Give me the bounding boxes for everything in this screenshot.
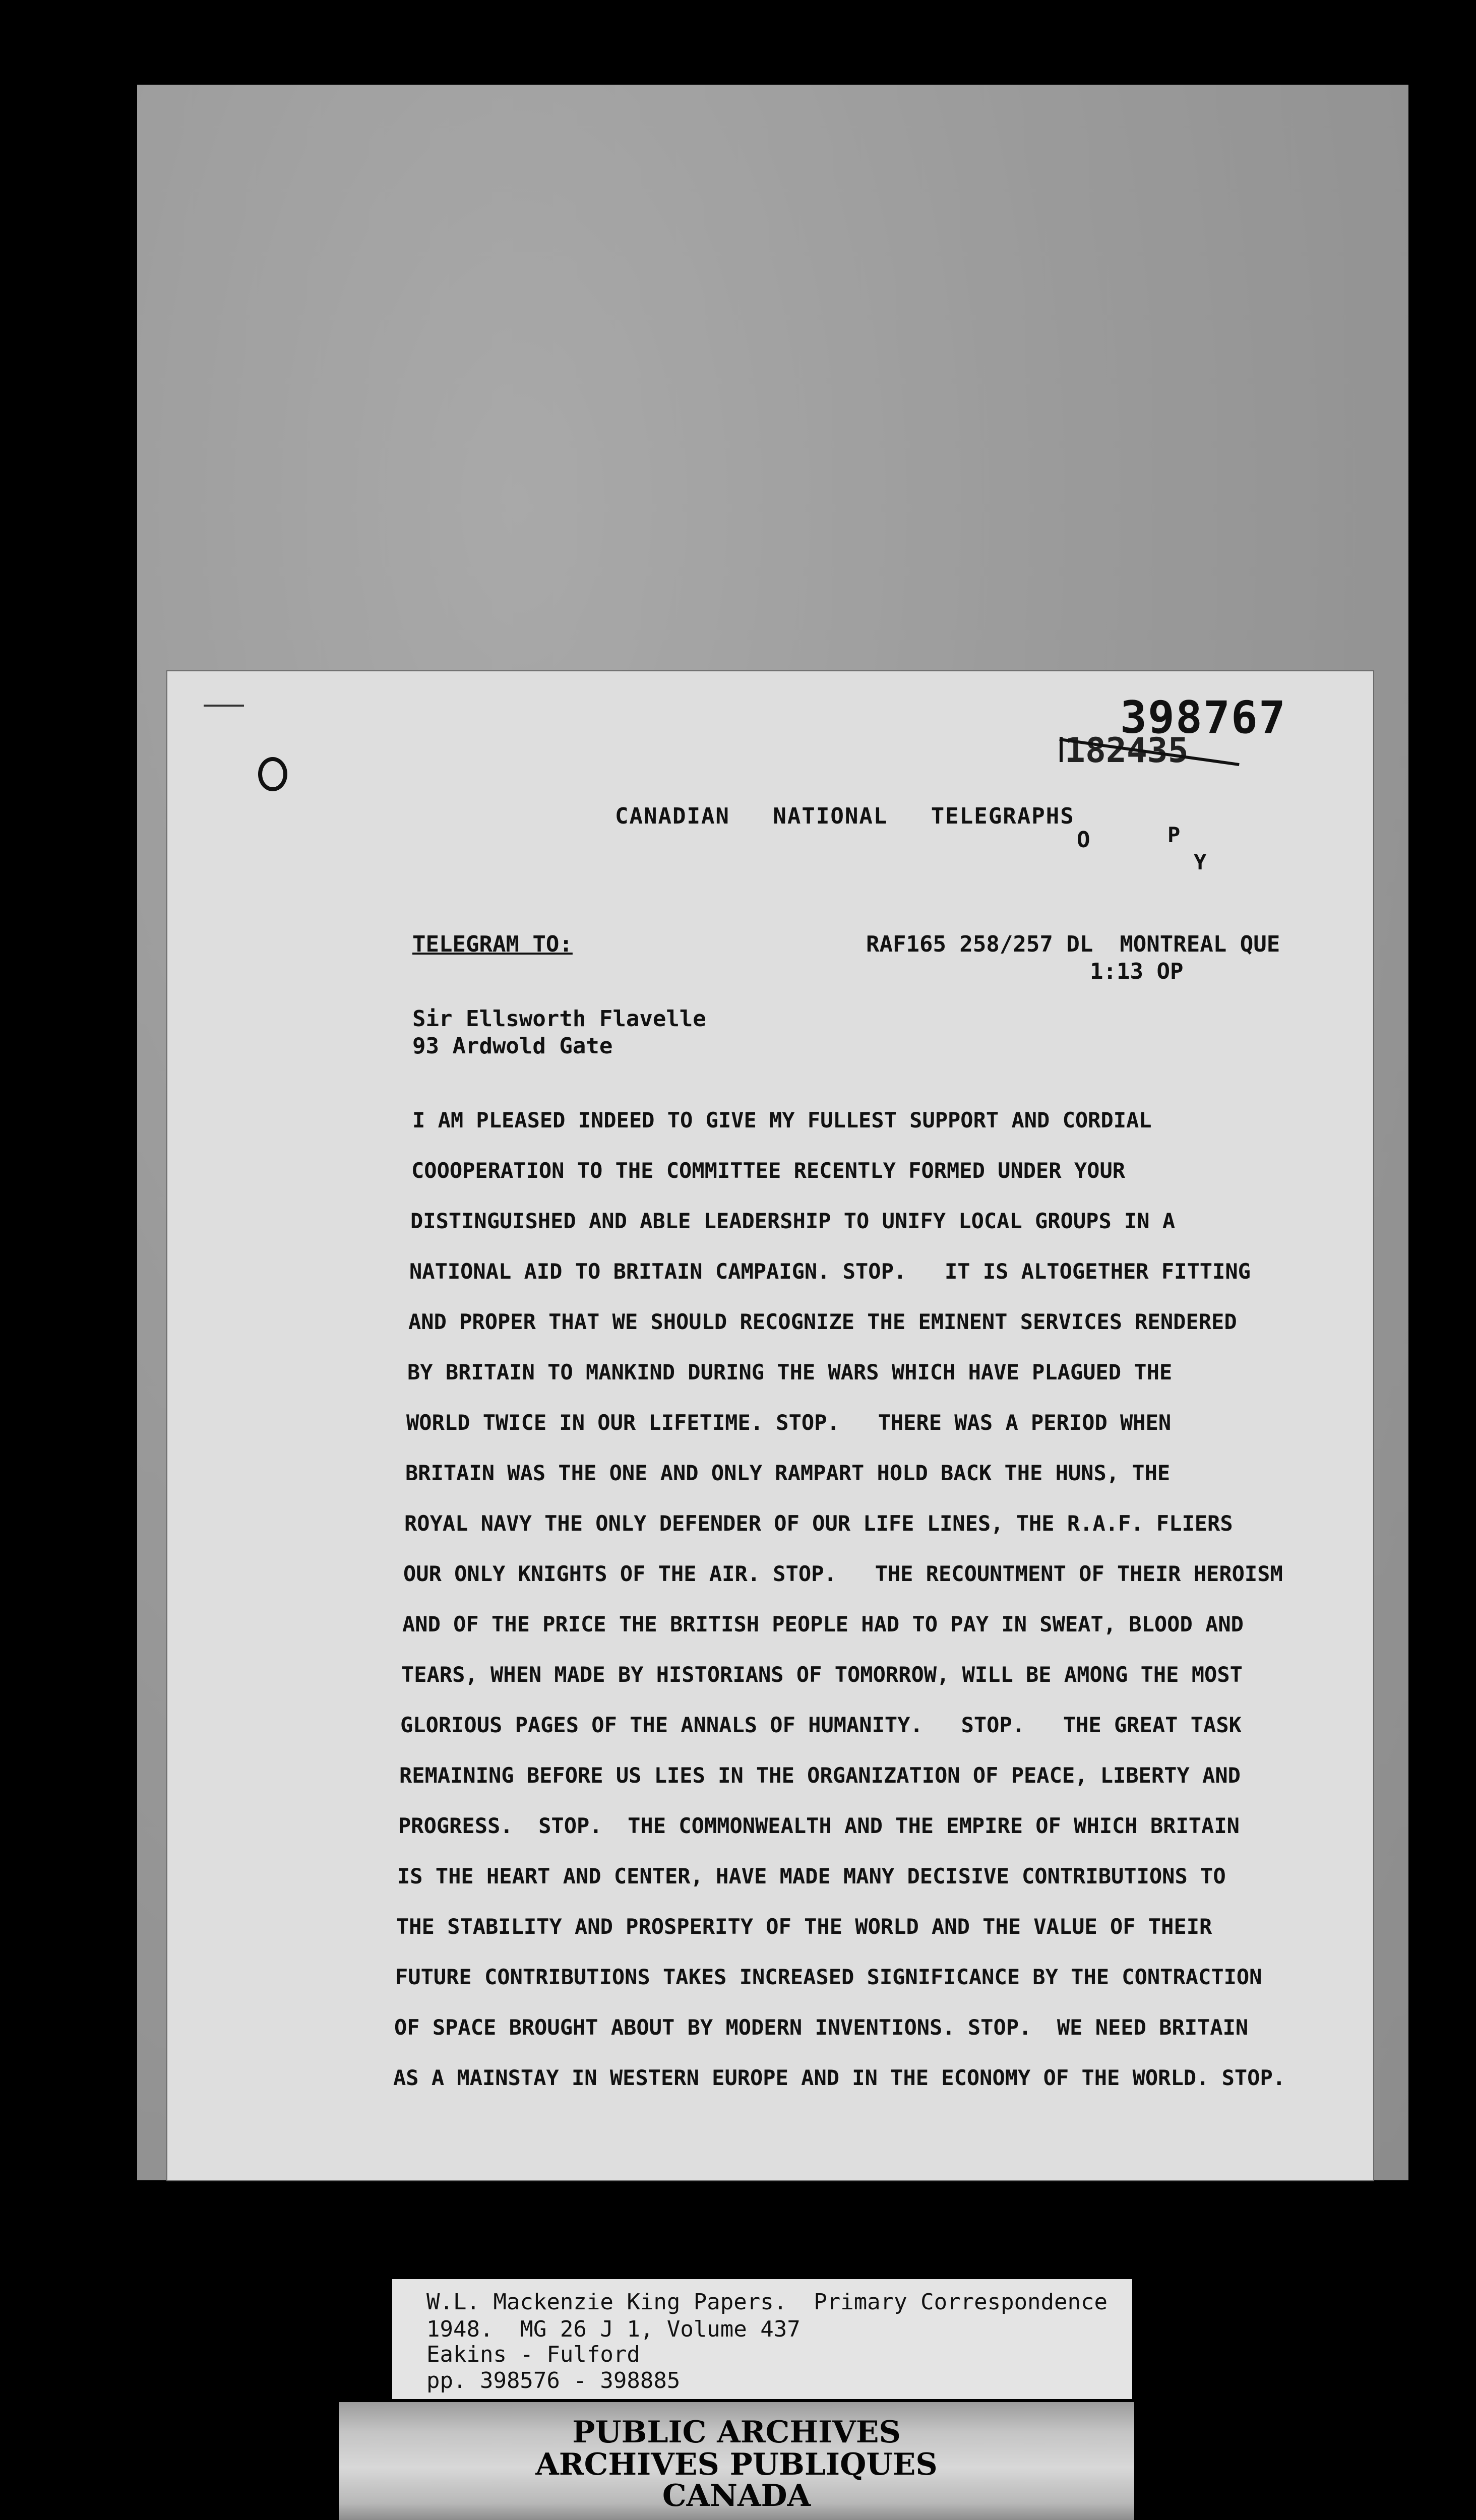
- body-line: NATIONAL AID TO BRITAIN CAMPAIGN. STOP. IT IS ALTOGETHER FITTING: [409, 1259, 1251, 1284]
- serial-number: 398767: [1120, 691, 1286, 743]
- telegram-to-label: TELEGRAM TO:: [412, 931, 573, 957]
- recipient-address: 93 Ardwold Gate: [412, 1033, 613, 1059]
- archive-label-line: Eakins - Fulford: [426, 2342, 640, 2367]
- copy-letter-p: P: [1167, 823, 1181, 847]
- pencil-mark: [204, 705, 244, 707]
- body-line: OUR ONLY KNIGHTS OF THE AIR. STOP. THE RECOUNTMENT OF THEIR HEROISM: [403, 1561, 1283, 1586]
- telegraph-company-header: CANADIAN NATIONAL TELEGRAPHS: [615, 803, 1075, 829]
- stamp-line: CANADA: [662, 2478, 811, 2513]
- body-line: DISTINGUISHED AND ABLE LEADERSHIP TO UNIFY LOCAL GROUPS IN A: [410, 1209, 1176, 1233]
- body-line: PROGRESS. STOP. THE COMMONWEALTH AND THE EMPIRE OF WHICH BRITAIN: [398, 1813, 1240, 1838]
- public-archives-stamp: [339, 2402, 1134, 2520]
- stamp-line: ARCHIVES PUBLIQUES: [535, 2447, 938, 2482]
- body-line: OF SPACE BROUGHT ABOUT BY MODERN INVENTIONS. STOP. WE NEED BRITAIN: [394, 2015, 1249, 2040]
- body-line: IS THE HEART AND CENTER, HAVE MADE MANY DECISIVE CONTRIBUTIONS TO: [397, 1864, 1226, 1888]
- transmission-time: 1:13 OP: [1090, 959, 1184, 984]
- body-line: AS A MAINSTAY IN WESTERN EUROPE AND IN THE ECONOMY OF THE WORLD. STOP.: [393, 2065, 1286, 2090]
- body-line: TEARS, WHEN MADE BY HISTORIANS OF TOMORROW, WILL BE AMONG THE MOST: [401, 1662, 1243, 1687]
- body-line: COOOPERATION TO THE COMMITTEE RECENTLY FORMED UNDER YOUR: [411, 1158, 1126, 1183]
- body-line: BRITAIN WAS THE ONE AND ONLY RAMPART HOLD BACK THE HUNS, THE: [405, 1461, 1171, 1485]
- body-line: THE STABILITY AND PROSPERITY OF THE WORLD AND THE VALUE OF THEIR: [396, 1914, 1212, 1939]
- body-line: FUTURE CONTRIBUTIONS TAKES INCREASED SIGNIFICANCE BY THE CONTRACTION: [395, 1965, 1262, 1989]
- telegram-page: [167, 671, 1373, 2180]
- archive-label-line: pp. 398576 - 398885: [426, 2368, 681, 2393]
- old-serial-number: 182435: [1065, 731, 1189, 771]
- body-line: AND OF THE PRICE THE BRITISH PEOPLE HAD TO PAY IN SWEAT, BLOOD AND: [402, 1612, 1244, 1636]
- body-line: WORLD TWICE IN OUR LIFETIME. STOP. THERE WAS A PERIOD WHEN: [406, 1410, 1172, 1435]
- copy-letter-o: O: [1076, 827, 1090, 853]
- body-line: AND PROPER THAT WE SHOULD RECOGNIZE THE EMINENT SERVICES RENDERED: [408, 1309, 1237, 1334]
- body-line: GLORIOUS PAGES OF THE ANNALS OF HUMANITY. STOP. THE GREAT TASK: [400, 1713, 1242, 1737]
- body-line: ROYAL NAVY THE ONLY DEFENDER OF OUR LIFE LINES, THE R.A.F. FLIERS: [404, 1511, 1233, 1536]
- stamp-line: PUBLIC ARCHIVES: [572, 2415, 901, 2450]
- punch-hole-mark: [258, 757, 287, 791]
- archive-label-line: W.L. Mackenzie King Papers. Primary Correspondence: [426, 2289, 1108, 2315]
- body-line: BY BRITAIN TO MANKIND DURING THE WARS WHICH HAVE PLAGUED THE: [407, 1360, 1173, 1384]
- body-line: REMAINING BEFORE US LIES IN THE ORGANIZATION OF PEACE, LIBERTY AND: [399, 1763, 1241, 1788]
- transmission-code: RAF165 258/257 DL MONTREAL QUE: [866, 931, 1280, 957]
- body-line: I AM PLEASED INDEED TO GIVE MY FULLEST SUPPORT AND CORDIAL: [412, 1108, 1152, 1132]
- copy-letter-y: Y: [1194, 850, 1207, 874]
- archive-label-line: 1948. MG 26 J 1, Volume 437: [426, 2316, 801, 2342]
- archive-reference-label: [392, 2279, 1132, 2399]
- recipient-name: Sir Ellsworth Flavelle: [412, 1006, 706, 1032]
